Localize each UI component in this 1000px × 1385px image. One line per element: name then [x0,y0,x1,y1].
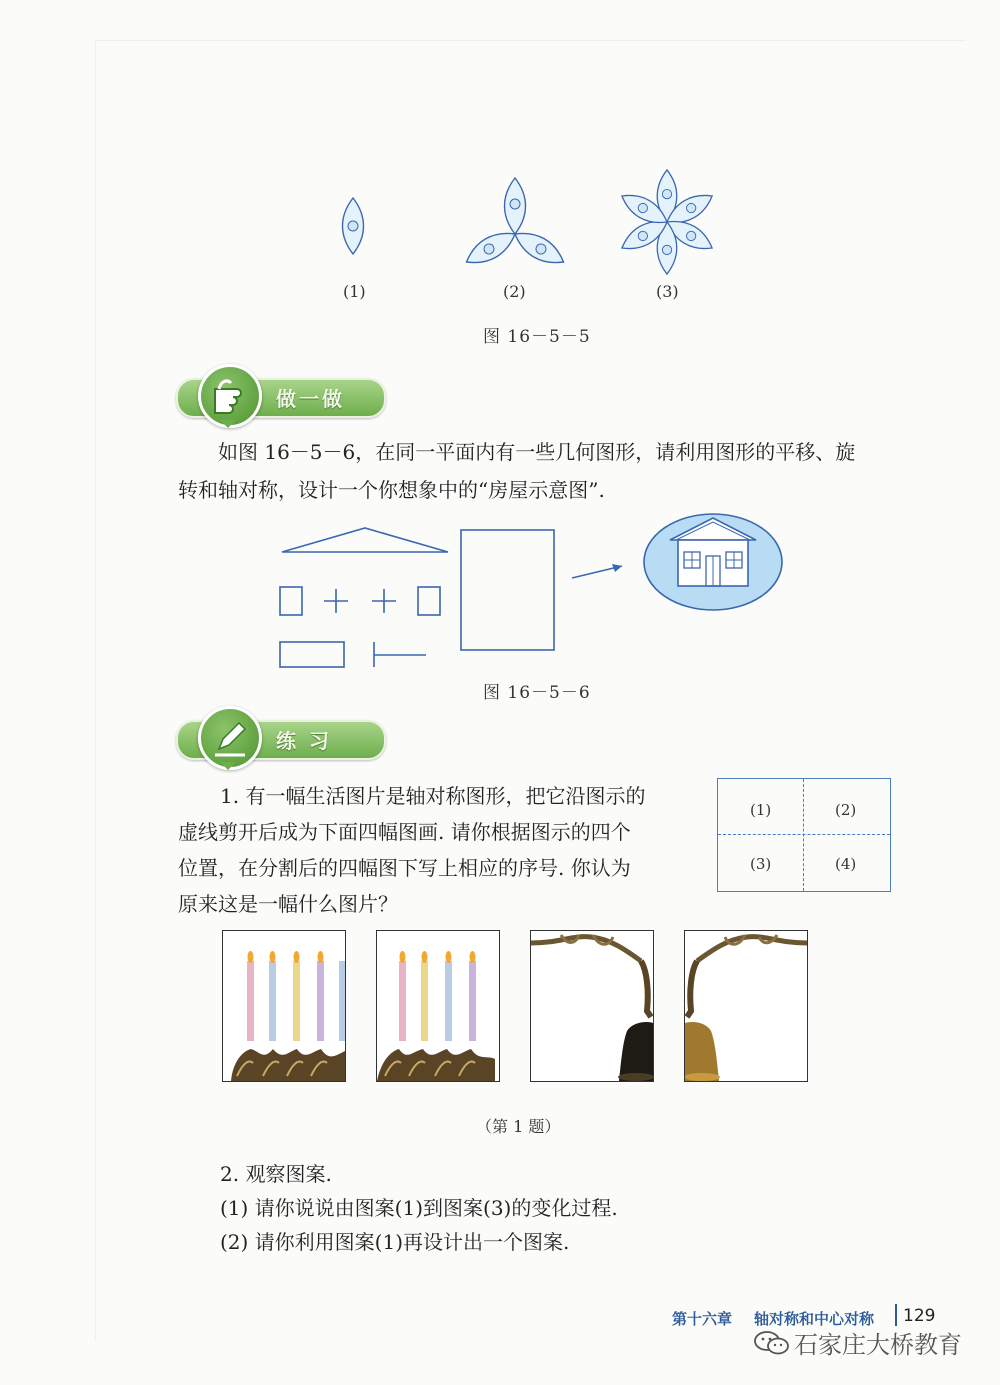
pattern-3-label: (3) [656,282,679,301]
pencil-icon [198,706,262,770]
figure-16-5-6-caption: 图 16－5－6 [483,683,591,703]
pattern-2 [461,178,568,271]
pattern-1-label: (1) [343,282,366,301]
exercise2-title: 2. 观察图案. [220,1162,332,1186]
horizontal-dashed-line [718,834,890,835]
petal-patterns-figure [320,160,740,280]
grid-cell-4: (4) [835,855,857,873]
banner-pointer [220,762,236,770]
house-design-figure [270,510,800,675]
cut-position-grid [717,778,891,892]
vertical-dashed-line [803,779,804,891]
exercise1-line1: 1. 有一幅生活图片是轴对称图形，把它沿图示的 [220,784,646,808]
photo-bell-right [684,930,808,1082]
banner-pointer [220,420,236,428]
section-banner-practice [176,716,386,760]
footer-divider [895,1304,897,1326]
footer-chapter: 第十六章 [672,1310,733,1328]
exercise1-line3: 位置，在分割后的四幅图下写上相应的序号. 你认为 [178,856,631,880]
exercise2-item2: (2) 请你利用图案(1)再设计出一个图案. [220,1230,570,1254]
grid-cell-1: (1) [750,801,772,819]
do-paragraph-line2: 转和轴对称，设计一个你想象中的“房屋示意图”. [178,478,605,502]
pattern-1 [343,198,364,254]
hand-icon [198,364,262,428]
wechat-icon [754,1330,790,1356]
grid-cell-3: (3) [750,855,772,873]
exercise1-caption: （第 1 题） [476,1117,561,1136]
candles [247,951,345,1041]
footer-chapter-title: 轴对称和中心对称 [754,1310,875,1328]
exercise2-item1: (1) 请你说说由图案(1)到图案(3)的变化过程. [220,1196,618,1220]
section-banner-do [176,374,386,418]
photo-candles-right [376,930,500,1082]
pattern-3 [617,170,717,274]
exercise1-line2: 虚线剪开后成为下面四幅图画. 请你根据图示的四个 [178,820,631,844]
photo-candles-left [222,930,346,1082]
page-number: 129 [903,1306,936,1326]
exercise1-line4: 原来这是一幅什么图片？ [178,892,398,916]
grid-cell-2: (2) [835,801,857,819]
watermark-text: 石家庄大桥教育 [794,1331,962,1359]
figure-16-5-5-caption: 图 16－5－5 [483,327,591,347]
pattern-2-label: (2) [503,282,526,301]
photo-bell-left [530,930,654,1082]
section-practice-label: 练 习 [276,729,332,753]
do-paragraph-line1: 如图 16－5－6，在同一平面内有一些几何图形，请利用图形的平移、旋 [218,440,856,464]
section-do-label: 做一做 [276,387,345,411]
